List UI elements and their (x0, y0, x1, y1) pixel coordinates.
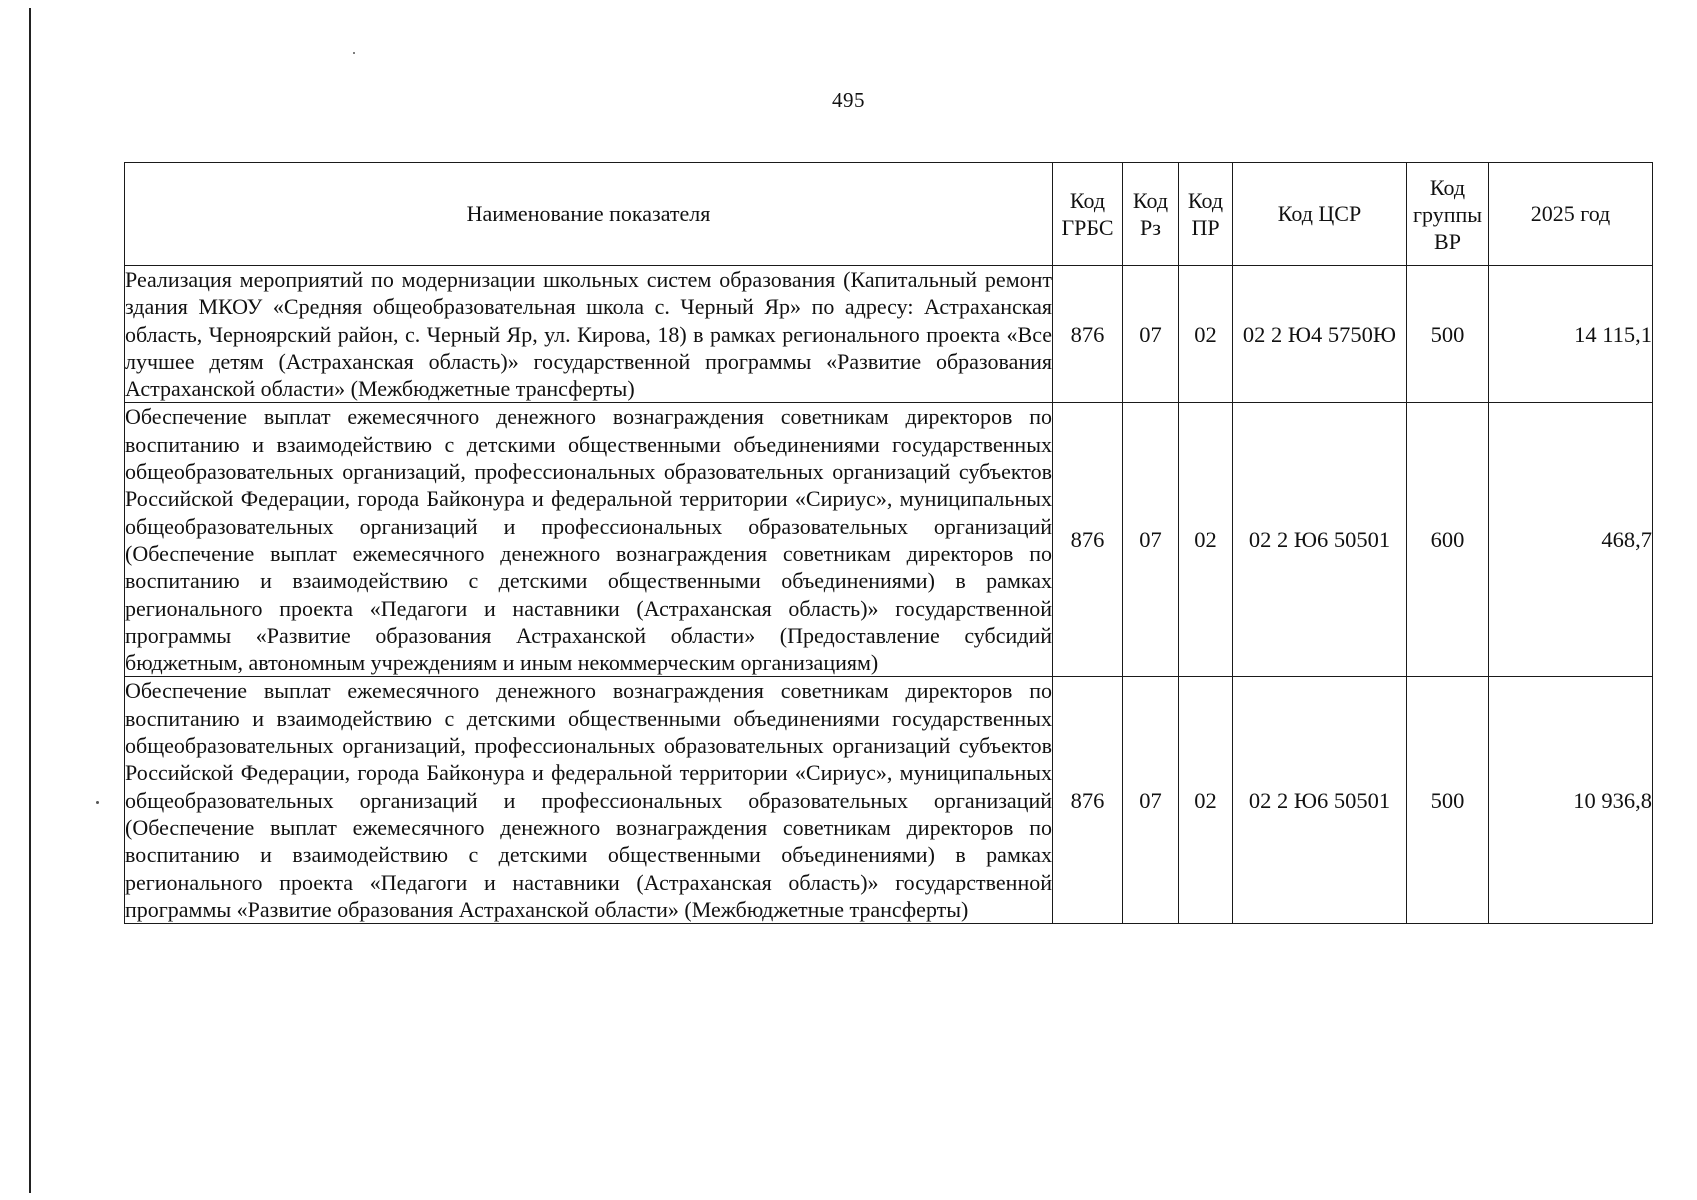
row-name: Обеспечение выплат ежемесячного денежного вознаграждения советникам директоров по воспитанию и взаимодействию с детскими общественными объединениями государственных общеобразовательных организаций, профессиональных образовательных организаций субъектов Российской Федерации, города Байконура и федеральной территории «Сириус», муниципальных общеобразовательных организаций и профессиональных образовательных организаций (Обеспечение выплат ежемесячного денежного вознаграждения советникам директоров по воспитанию и взаимодействию с детскими общественными объединениями) в рамках регионального проекта «Педагоги и наставники (Астраханская область)» государственной программы «Развитие образования Астраханской области» (Межбюджетные трансферты) (125, 678, 1052, 922)
row-vr: 500 (1407, 266, 1489, 403)
header-csr: Код ЦСР (1233, 163, 1407, 266)
budget-table (124, 162, 1653, 924)
header-name: Наименование показателя (125, 163, 1053, 266)
header-row (125, 163, 1653, 266)
row-pr: 02 (1179, 266, 1233, 403)
row-vr: 500 (1407, 677, 1489, 924)
row-amount: 10 936,8 (1489, 677, 1653, 924)
header-rz-line1: Код (1132, 188, 1169, 213)
header-pr-line1: Код (1187, 188, 1224, 213)
row-grbs: 876 (1053, 266, 1123, 403)
scan-speck (353, 52, 355, 54)
header-rz-line2: Рз (1140, 215, 1161, 240)
header-year: 2025 год (1489, 163, 1653, 266)
row-csr: 02 2 Ю4 5750Ю (1233, 266, 1407, 403)
header-pr (1179, 163, 1233, 266)
table-header (125, 163, 1653, 266)
row-name: Реализация мероприятий по модернизации школьных систем образования (Капитальный ремонт здания МКОУ «Средняя общеобразовательная школа с. Черный Яр» по адресу: Астраханская область, Черноярский район, с. Черный Яр, ул. Кирова, 18) в рамках регионального проекта «Все лучшее детям (Астраханская область)» государственной программы «Развитие образования Астраханской области» (Межбюджетные трансферты) (125, 267, 1052, 402)
row-grbs: 876 (1053, 677, 1123, 924)
table-row (125, 677, 1653, 924)
header-rz (1123, 163, 1179, 266)
row-pr: 02 (1179, 677, 1233, 924)
row-csr: 02 2 Ю6 50501 (1233, 403, 1407, 677)
header-grbs-line2: ГРБС (1061, 215, 1114, 240)
table-row (125, 266, 1653, 403)
row-grbs: 876 (1053, 403, 1123, 677)
scan-speck (96, 801, 99, 804)
row-rz: 07 (1123, 266, 1179, 403)
row-rz: 07 (1123, 677, 1179, 924)
row-csr: 02 2 Ю6 50501 (1233, 677, 1407, 924)
left-margin-rule (29, 8, 31, 1193)
row-pr: 02 (1179, 403, 1233, 677)
table-row (125, 403, 1653, 677)
header-vr-line3: ВР (1434, 228, 1461, 254)
row-rz: 07 (1123, 403, 1179, 677)
header-vr (1407, 163, 1489, 266)
header-pr-line2: ПР (1191, 215, 1220, 240)
page-number: 495 (832, 88, 865, 112)
row-amount: 468,7 (1489, 403, 1653, 677)
header-grbs-line1: Код (1069, 188, 1106, 213)
row-vr: 600 (1407, 403, 1489, 677)
header-grbs (1053, 163, 1123, 266)
header-vr-line1: Код (1429, 174, 1466, 200)
header-vr-line2: группы (1412, 201, 1483, 227)
row-name: Обеспечение выплат ежемесячного денежного вознаграждения советникам директоров по воспитанию и взаимодействию с детскими общественными объединениями государственных общеобразовательных организаций, профессиональных образовательных организаций субъектов Российской Федерации, города Байконура и федеральной территории «Сириус», муниципальных общеобразовательных организаций и профессиональных образовательных организаций (Обеспечение выплат ежемесячного денежного вознаграждения советникам директоров по воспитанию и взаимодействию с детскими общественными объединениями) в рамках регионального проекта «Педагоги и наставники (Астраханская область)» государственной программы «Развитие образования Астраханской области» (Предоставление субсидий бюджетным, автономным учреждениям и иным некоммерческим организациям) (125, 404, 1052, 676)
table-body (125, 266, 1653, 924)
row-amount: 14 115,1 (1489, 266, 1653, 403)
